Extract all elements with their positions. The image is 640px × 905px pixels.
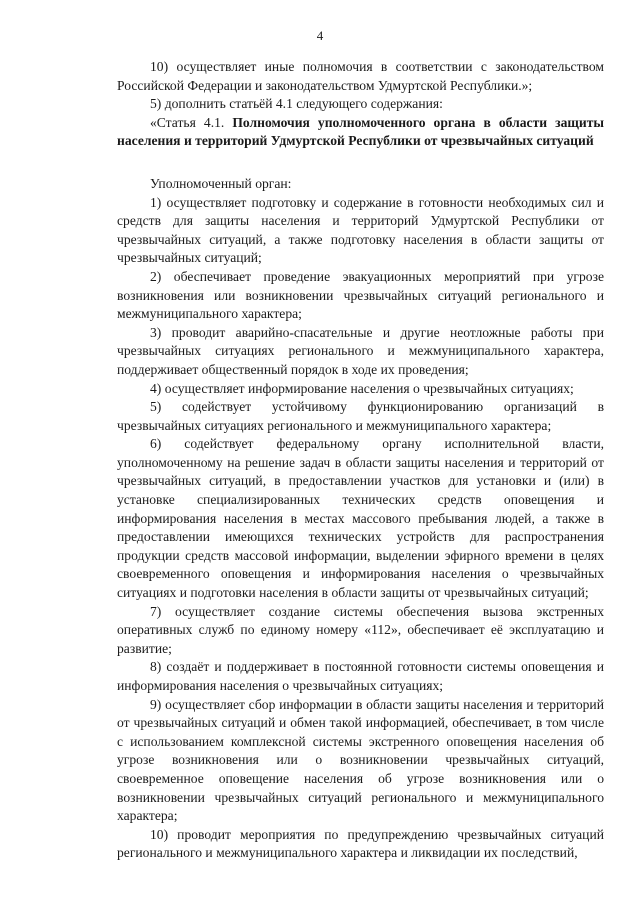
list-item-8: 8) создаёт и поддерживает в постоянной готовности системы оповещения и информирования населения о чрезвычайных ситуациях; <box>117 659 604 693</box>
list-item-3: 3) проводит аварийно-спасательные и другие неотложные работы при чрезвычайных ситуациях регионального и межмуниципального характера, поддерживает общественный порядок в ходе их проведения; <box>117 324 604 377</box>
list-item-5: 5) содействует устойчивому функционированию организаций в чрезвычайных ситуациях регионального и межмуниципального характера; <box>117 399 604 433</box>
article-prefix: «Статья 4.1. <box>150 114 233 130</box>
list-item-9: 9) осуществляет сбор информации в области защиты населения и территорий от чрезвычайных ситуаций и обмен такой информацией, обеспечивает, в том числе с использованием комплексной системы экстренного оповещения населения об угрозе возникновения или о возникновении чрезвычайных ситуаций, своевременное оповещение населения об угрозе возникновения или о возникновении чрезвычайных ситуаций регионального и межмуниципального характера; <box>117 696 604 824</box>
paragraph-amendment-5: 5) дополнить статьёй 4.1 следующего содержания: <box>150 96 443 112</box>
paragraph-item-10-previous: 10) осуществляет иные полномочия в соответствии с законодательством Российской Федерации и законодательством Удмуртской Республики.»; <box>117 59 604 93</box>
list-item-6: 6) содействует федеральному органу исполнительной власти, уполномоченному на решение задач в области защиты населения и территорий от чрезвычайных ситуаций, в предоставлении участков для установки и (или) в установке специализированных технических средств оповещения и информирования населения в местах массового пребывания людей, а также в предоставлении имеющихся технических устройств для распространения продукции средств массовой информации, выделении эфирного времени в целях своевременного оповещения и информирования населения о чрезвычайных ситуациях и подготовки населения в области защиты от чрезвычайных ситуаций; <box>117 436 604 601</box>
spacer <box>117 151 604 175</box>
article-heading <box>117 114 604 151</box>
list-item-7: 7) осуществляет создание системы обеспечения вызова экстренных оперативных служб по единому номеру «112», обеспечивает её эксплуатацию и развитие; <box>117 603 604 656</box>
list-item-4: 4) осуществляет информирование населения о чрезвычайных ситуациях; <box>150 380 574 396</box>
page-number: 4 <box>316 28 324 43</box>
article-title: Полномочия уполномоченного органа в области защиты населения и территорий Удмуртской Республики от чрезвычайных ситуаций <box>117 114 604 149</box>
list-item-1: 1) осуществляет подготовку и содержание в готовности необходимых сил и средств для защиты населения и территорий Удмуртской Республики от чрезвычайных ситуаций, а также подготовку населения в области защиты от чрезвычайных ситуаций; <box>117 194 604 266</box>
list-item-10: 10) проводит мероприятия по предупреждению чрезвычайных ситуаций регионального и межмуниципального характера и ликвидации их последствий, <box>117 826 604 861</box>
document-body <box>117 58 604 863</box>
intro-line: Уполномоченный орган: <box>150 175 292 191</box>
list-item-2: 2) обеспечивает проведение эвакуационных мероприятий при угрозе возникновения или возникновении чрезвычайных ситуаций регионального и межмуниципального характера; <box>117 268 604 322</box>
